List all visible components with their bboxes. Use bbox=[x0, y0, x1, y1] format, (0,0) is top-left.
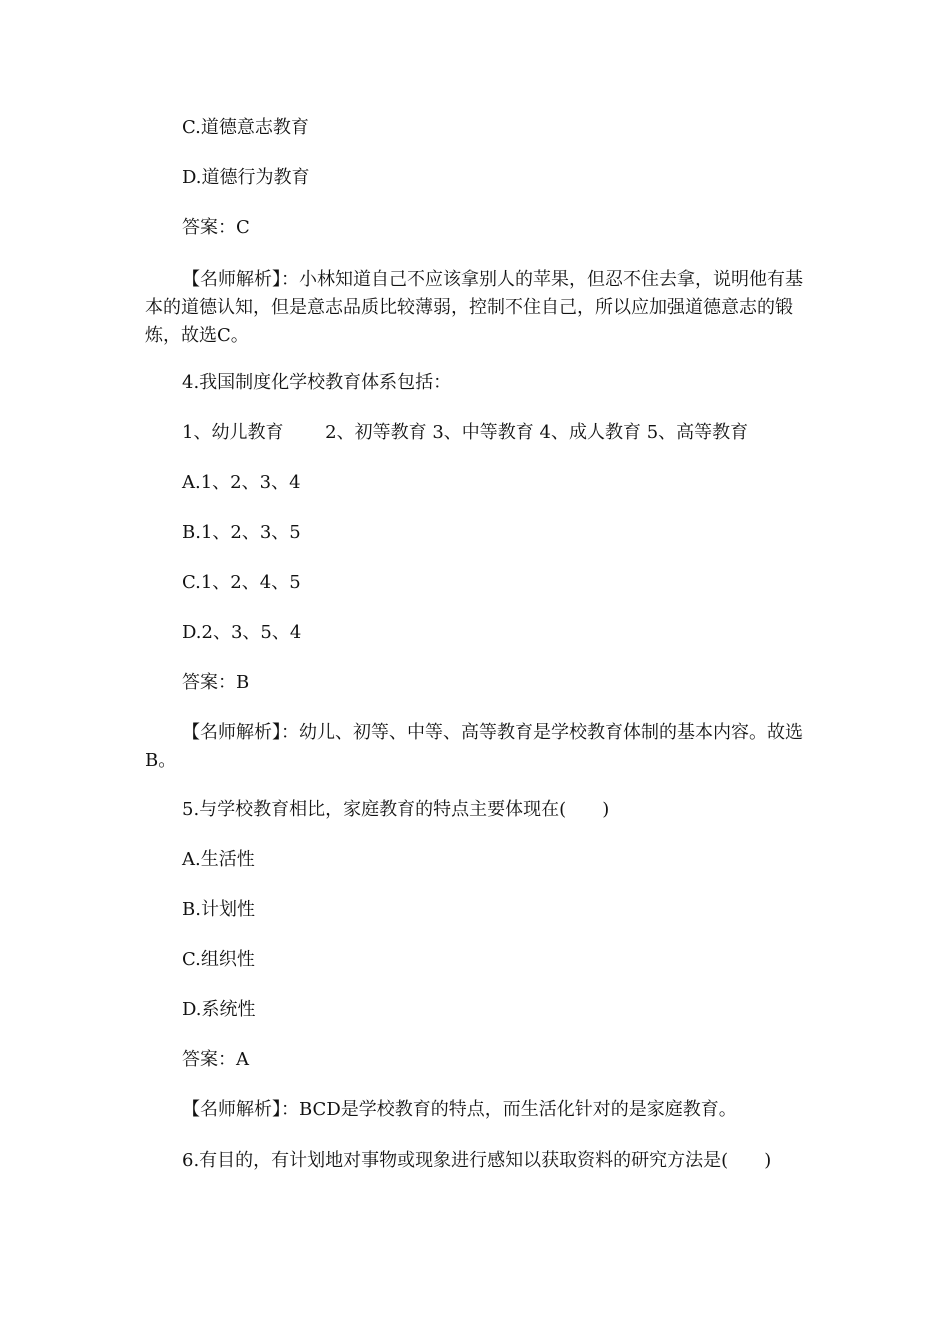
q5-analysis: 【名师解析】：BCD是学校教育的特点，而生活化针对的是家庭教育。 bbox=[182, 1099, 737, 1120]
q3-analysis: 【名师解析】：小林知道自己不应该拿别人的苹果，但忍不住去拿，说明他有基本的道德认知，但是意志品质比较薄弱，控制不住自己，所以应加强道德意志的锻炼，故选C。 bbox=[145, 269, 803, 346]
q5-option-b: B.计划性 bbox=[182, 899, 255, 920]
q4-analysis: 【名师解析】：幼儿、初等、中等、高等教育是学校教育体制的基本内容。故选B。 bbox=[145, 722, 803, 771]
q3-option-d: D.道德行为教育 bbox=[182, 167, 310, 188]
q4-option-a: A.1、2、3、4 bbox=[182, 472, 301, 493]
q5-option-c: C.组织性 bbox=[182, 949, 255, 970]
q3-option-c: C.道德意志教育 bbox=[182, 117, 309, 138]
q5-option-a: A.生活性 bbox=[182, 849, 255, 870]
q4-answer: 答案：B bbox=[182, 672, 250, 693]
q4-option-c: C.1、2、4、5 bbox=[182, 572, 301, 593]
q6-question: 6.有目的，有计划地对事物或现象进行感知以获取资料的研究方法是( ) bbox=[182, 1150, 772, 1171]
q4-question: 4.我国制度化学校教育体系包括： bbox=[182, 372, 452, 393]
q4-option-d: D.2、3、5、4 bbox=[182, 622, 302, 643]
q5-answer: 答案：A bbox=[182, 1049, 249, 1070]
q3-answer: 答案：C bbox=[182, 217, 250, 238]
q5-question: 5.与学校教育相比，家庭教育的特点主要体现在( ) bbox=[182, 799, 610, 820]
q5-option-d: D.系统性 bbox=[182, 999, 256, 1020]
q4-option-b: B.1、2、3、5 bbox=[182, 522, 301, 543]
q4-items: 1、幼儿教育 2、初等教育 3、中等教育 4、成人教育 5、高等教育 bbox=[182, 422, 749, 443]
